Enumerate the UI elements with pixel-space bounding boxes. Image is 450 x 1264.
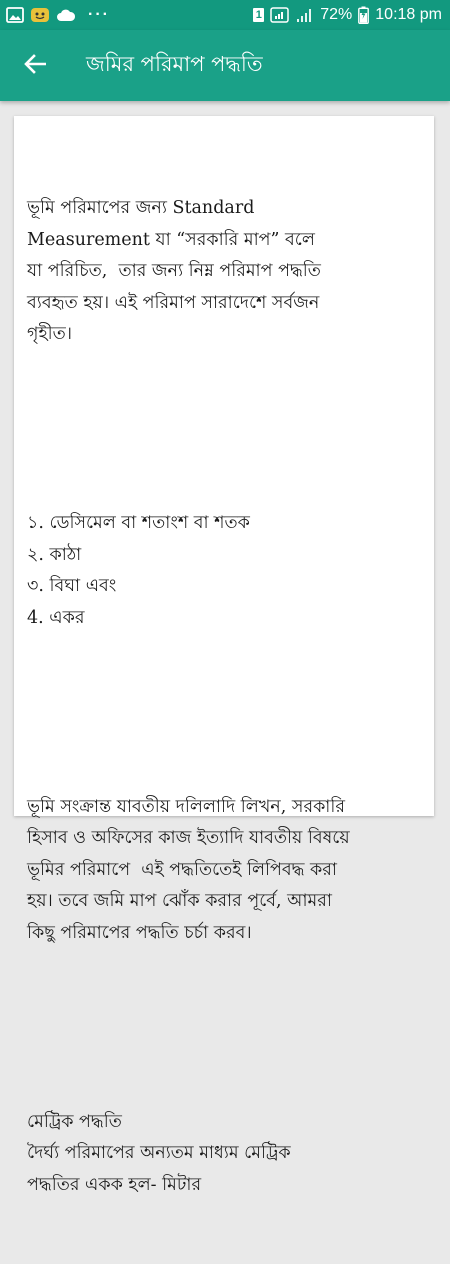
arrow-left-icon	[24, 54, 46, 78]
cloud-icon	[56, 8, 76, 22]
sim-icon: 1	[253, 8, 264, 22]
blank-line	[27, 1012, 424, 1044]
back-button[interactable]	[0, 30, 70, 101]
article-body[interactable]	[14, 116, 434, 1264]
intro-paragraph: ভূমি পরিমাপের জন্য Standard Measurement যা “সরকারি মাপ” বলে যা পরিচিত, তার জন্য নিম্ন পরিমাপ পদ্ধতি ব্যবহৃত হয়। এই পরিমাপ সারাদেশে সর্বজন গৃহীত।	[27, 198, 321, 344]
usage-paragraph: ভূমি সংক্রান্ত যাবতীয় দলিলাদি লিখন, সরকারি হিসাব ও অফিসের কাজ ইত্যাদি যাবতীয় বিষয়ে ভূমির পরিমাপে এই পদ্ধতিতেই লিপিবদ্ধ করা হয়। তবে জমি মাপ ঝোঁক করার পূর্বে, আমরা কিছু পরিমাপের পদ্ধতি চর্চা করব।	[27, 796, 350, 943]
battery-charging-icon	[358, 6, 369, 24]
wifi-call-icon	[270, 7, 290, 23]
units-list: ১. ডেসিমেল বা শতাংশ বা শতক ২. কাঠা ৩. বিঘা এবং 4. একর	[27, 513, 250, 628]
clock: 10:18 pm	[375, 6, 442, 23]
status-bar	[0, 0, 450, 30]
more-notifications: ···	[88, 6, 110, 23]
metric-paragraph: মেট্রিক পদ্ধতি দৈর্ঘ্য পরিমাপের অন্যতম মাধ্যম মেট্রিক পদ্ধতির একক হল- মিটার	[27, 1111, 291, 1195]
app-bar	[0, 30, 450, 101]
signal-icon	[296, 7, 314, 23]
blank-line	[27, 414, 424, 446]
image-icon	[6, 7, 24, 23]
blank-line	[27, 697, 424, 729]
page-title: জমির পরিমাপ পদ্ধতি	[86, 52, 263, 76]
emoji-icon	[30, 7, 50, 23]
battery-percent: 72%	[320, 6, 353, 23]
content-card	[14, 116, 434, 1195]
